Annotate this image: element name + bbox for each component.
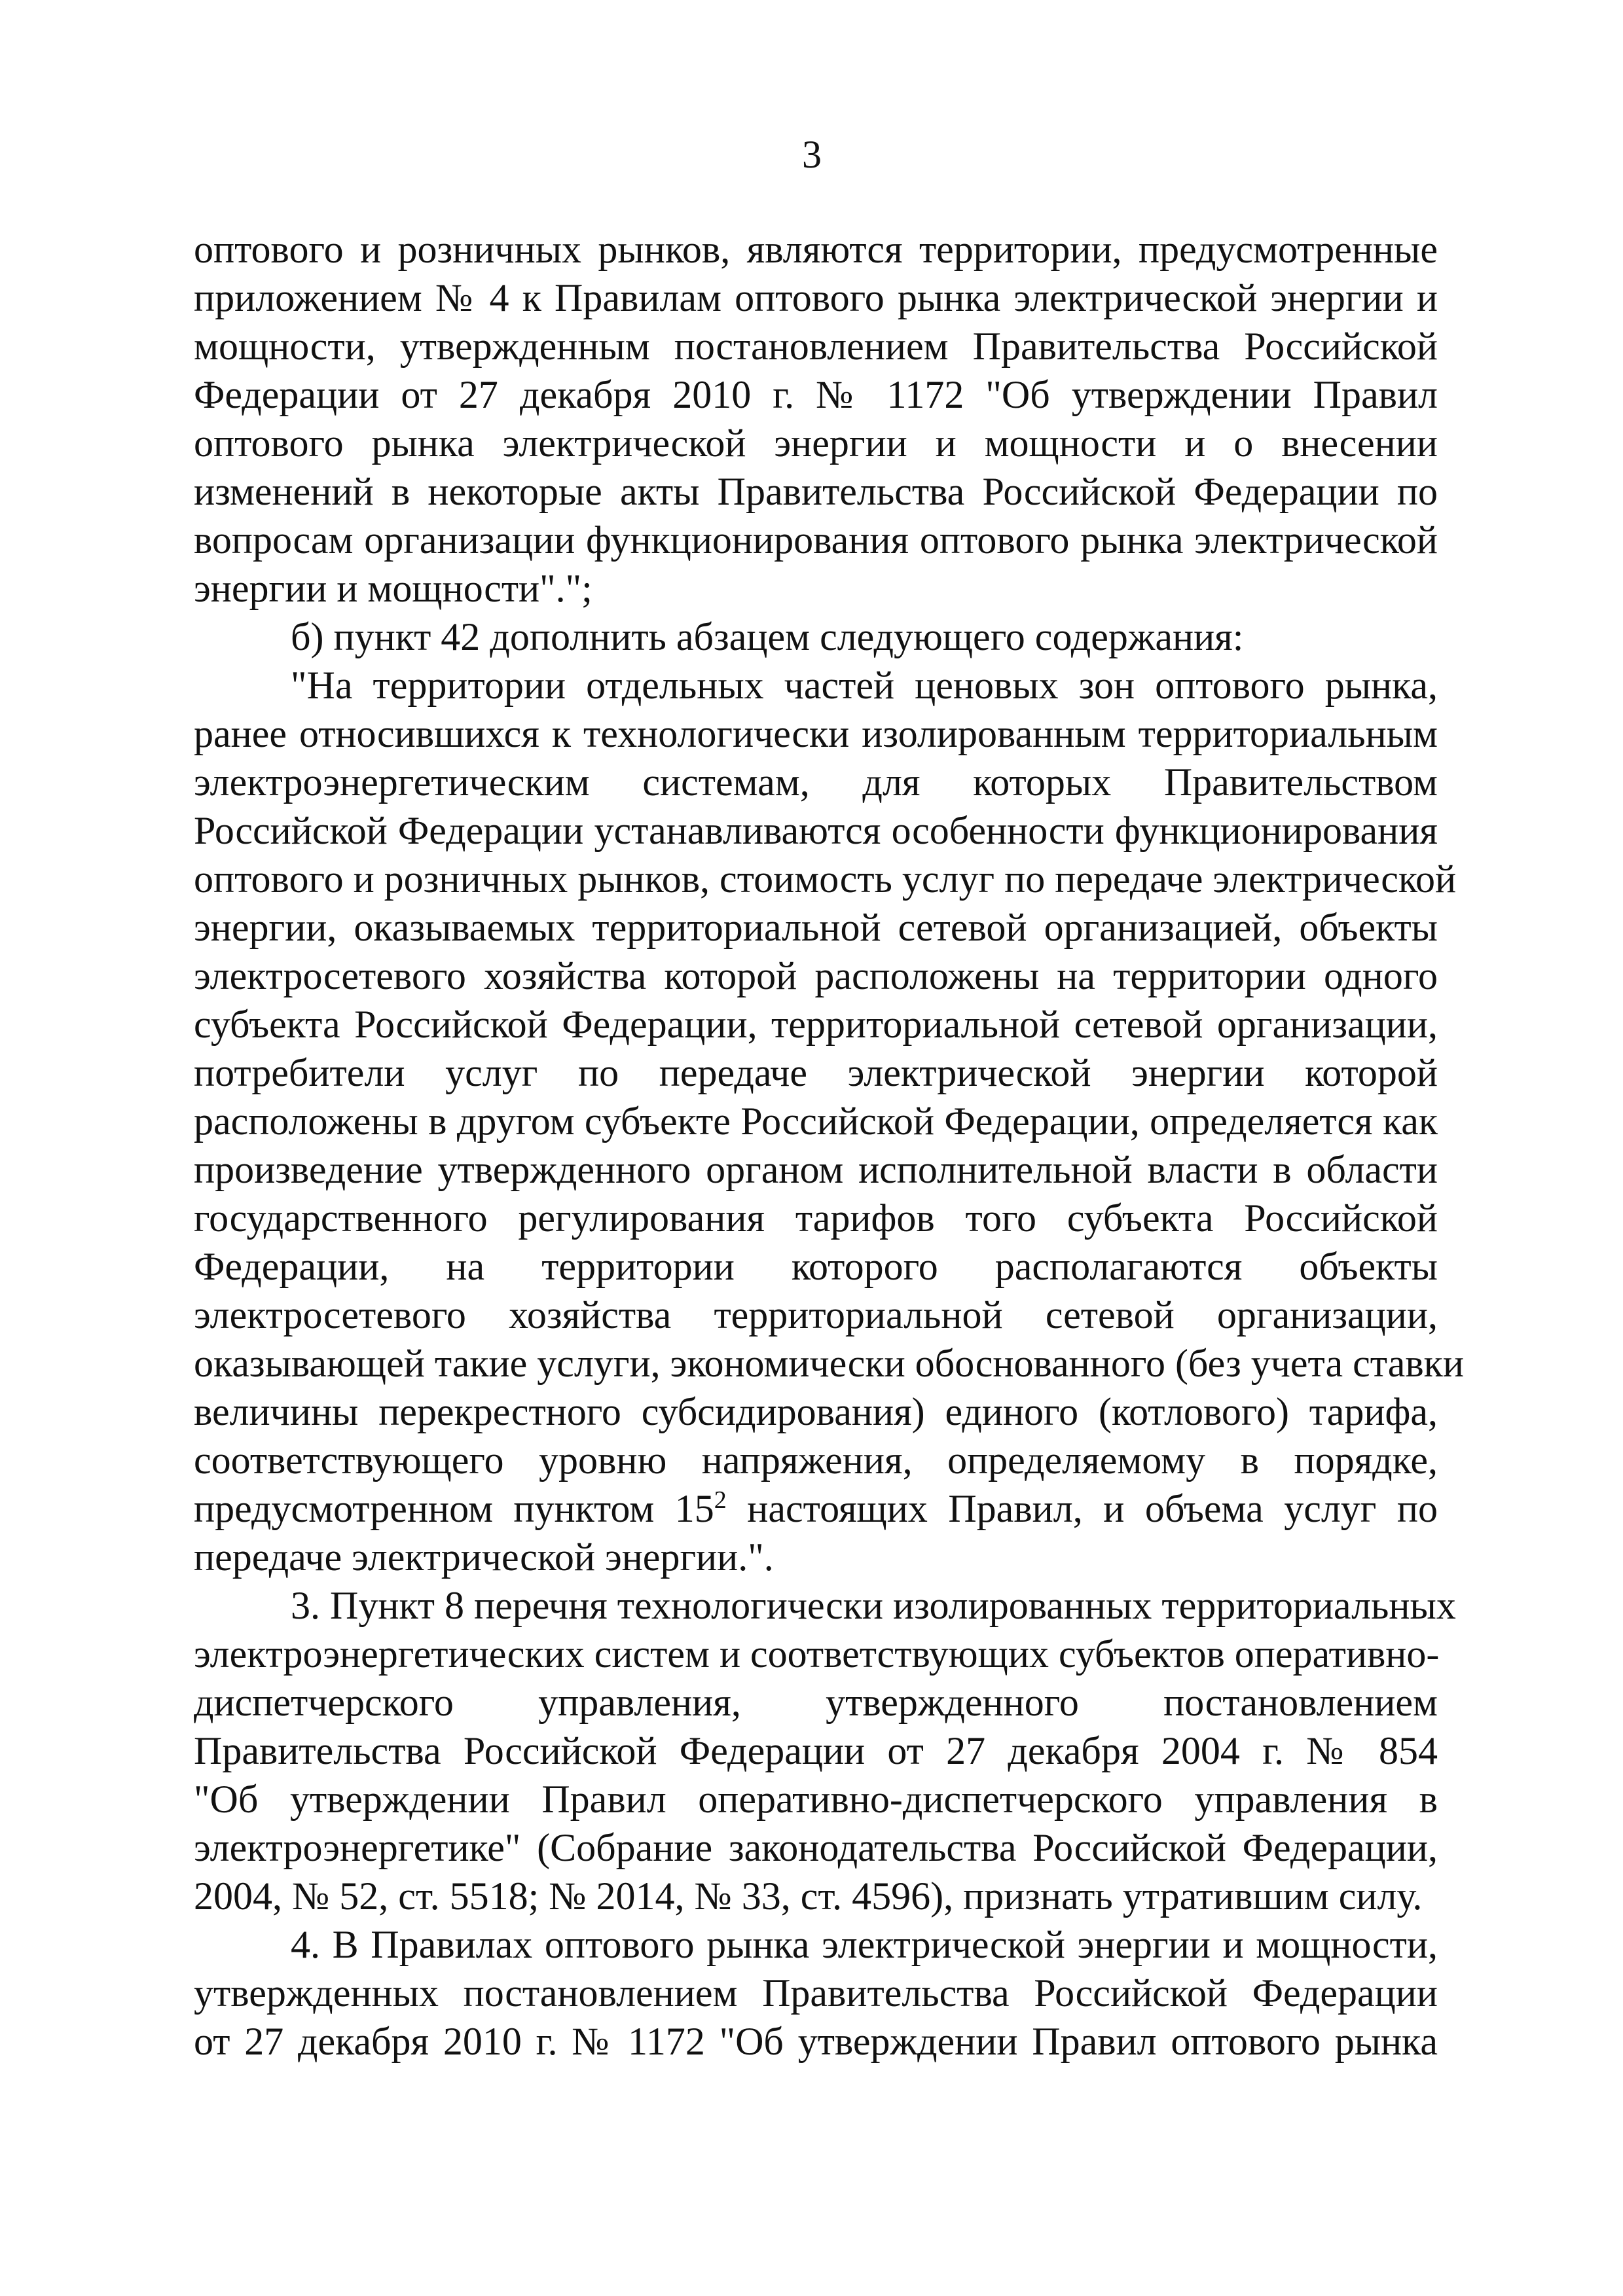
text-line: расположены в другом субъекте Российской Федерации, определяется как [194, 1100, 1438, 1143]
text-line: потребители услуг по передаче электрической энергии которой [194, 1051, 1438, 1094]
text-line: произведение утвержденного органом исполнительной власти в области [194, 1148, 1438, 1191]
text-line: соответствующего уровню напряжения, определяемому в порядке, [194, 1439, 1438, 1482]
text-line: государственного регулирования тарифов того субъекта Российской [194, 1196, 1438, 1240]
text-line: вопросам организации функционирования оптового рынка электрической [194, 518, 1438, 562]
text-fragment: предусмотренном пунктом 15 [194, 1487, 714, 1530]
text-line: оптового рынка электрической энергии и мощности и о внесении [194, 422, 1438, 465]
page-number: 3 [802, 133, 822, 176]
text-line: "Об утверждении Правил оперативно-диспетчерского управления в [194, 1778, 1438, 1821]
text-line: электроэнергетическим системам, для которых Правительством [194, 761, 1438, 804]
text-line: 3. Пункт 8 перечня технологически изолированных территориальных [291, 1584, 1456, 1627]
text-fragment: настоящих Правил, и объема услуг по [747, 1487, 1438, 1530]
text-line: субъекта Российской Федерации, территориальной сетевой организации, [194, 1003, 1438, 1046]
text-line: изменений в некоторые акты Правительства Российской Федерации по [194, 470, 1438, 513]
text-line: от 27 декабря 2010 г. № 1172 "Об утверждении Правил оптового рынка [194, 2020, 1438, 2063]
text-line: Российской Федерации устанавливаются особенности функционирования [194, 809, 1438, 852]
text-line: электросетевого хозяйства которой расположены на территории одного [194, 954, 1438, 997]
text-line: оптового и розничных рынков, являются территории, предусмотренные [194, 228, 1438, 271]
text-line: приложением № 4 к Правилам оптового рынка электрической энергии и [194, 276, 1438, 319]
text-line: диспетчерского управления, утвержденного постановлением [194, 1681, 1438, 1724]
text-line: электроэнергетических систем и соответствующих субъектов оперативно- [194, 1632, 1440, 1676]
text-line: "На территории отдельных частей ценовых зон оптового рынка, [291, 664, 1438, 707]
text-line: 2004, № 52, ст. 5518; № 2014, № 33, ст. 4596), признать утратившим силу. [194, 1874, 1423, 1918]
text-line: передаче электрической энергии.". [194, 1535, 774, 1579]
superscript: 2 [714, 1486, 727, 1514]
text-line: величины перекрестного субсидирования) единого (котлового) тарифа, [194, 1390, 1438, 1433]
text-line: электросетевого хозяйства территориальной сетевой организации, [194, 1293, 1438, 1336]
text-line: электроэнергетике" (Собрание законодательства Российской Федерации, [194, 1826, 1438, 1869]
text-line: утвержденных постановлением Правительства Российской Федерации [194, 1971, 1438, 2015]
text-line: энергии и мощности"."; [194, 567, 593, 610]
text-line: оказывающей такие услуги, экономически обоснованного (без учета ставки [194, 1342, 1464, 1385]
text-line [194, 1484, 1438, 1533]
text-line: оптового и розничных рынков, стоимость услуг по передаче электрической [194, 857, 1457, 901]
text-line: ранее относившихся к технологически изолированным территориальным [194, 712, 1438, 755]
text-line: б) пункт 42 дополнить абзацем следующего содержания: [291, 615, 1244, 658]
text-line: Федерации от 27 декабря 2010 г. № 1172 "Об утверждении Правил [194, 373, 1438, 416]
text-line: энергии, оказываемых территориальной сетевой организацией, объекты [194, 906, 1438, 949]
text-line: 4. В Правилах оптового рынка электрической энергии и мощности, [291, 1923, 1438, 1966]
text-line: Федерации, на территории которого располагаются объекты [194, 1245, 1438, 1288]
text-line: мощности, утвержденным постановлением Правительства Российской [194, 325, 1438, 368]
text-line: Правительства Российской Федерации от 27 декабря 2004 г. № 854 [194, 1729, 1438, 1772]
